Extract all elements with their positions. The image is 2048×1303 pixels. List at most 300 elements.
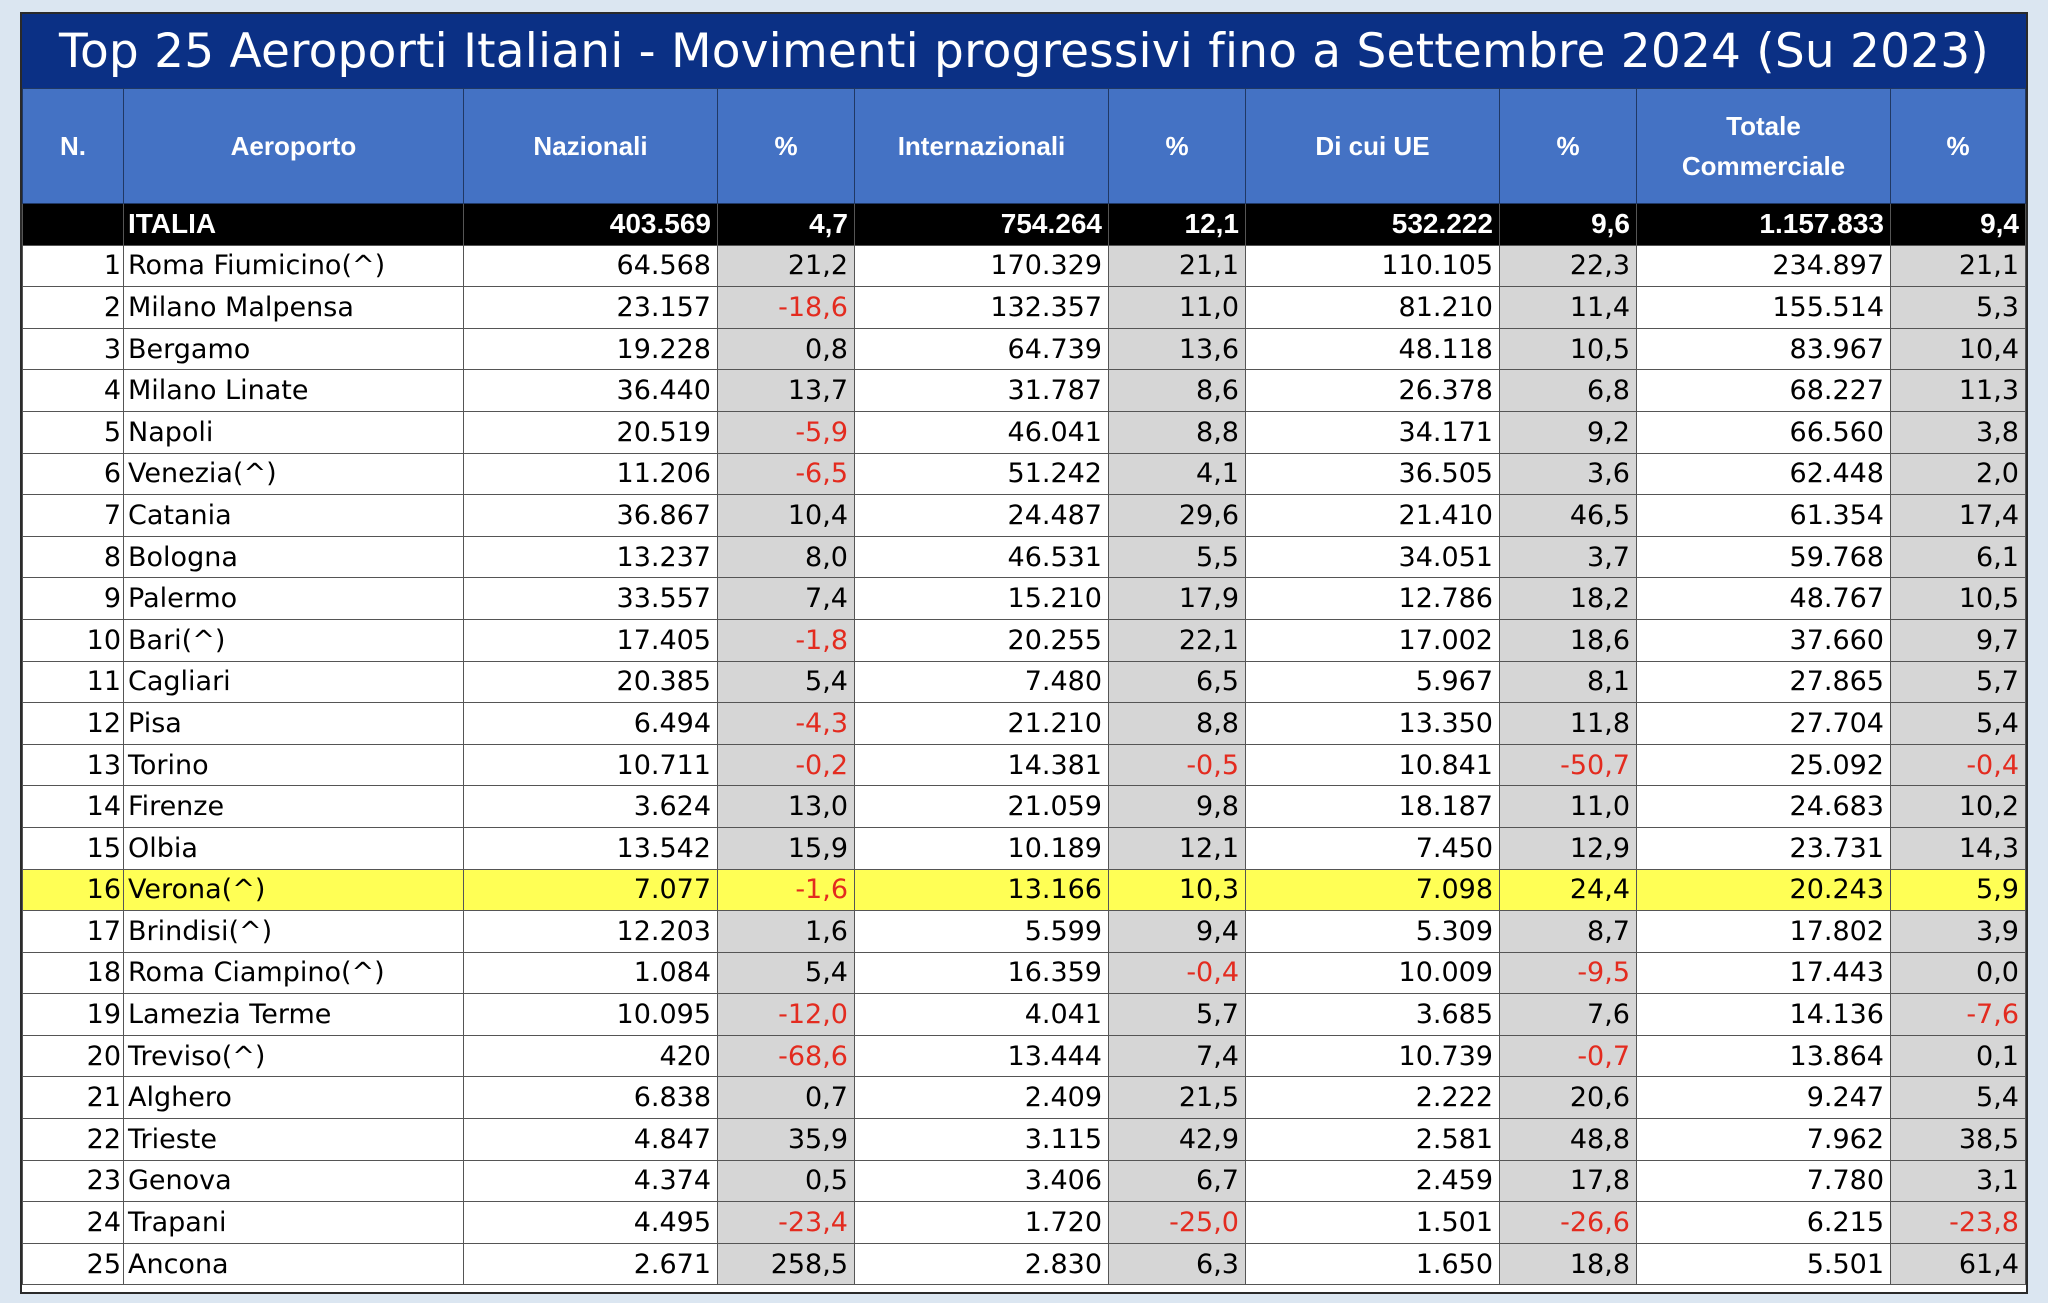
cell-nazionali: 10.711 xyxy=(464,744,718,786)
cell-internazionali: 15.210 xyxy=(855,578,1109,620)
cell-ue-pct: 11,4 xyxy=(1500,287,1637,329)
cell-nazionali: 420 xyxy=(464,1035,718,1077)
cell-airport: Olbia xyxy=(124,827,464,869)
total-totale: 1.157.833 xyxy=(1637,204,1891,246)
table-row xyxy=(23,370,2026,412)
cell-internazionali: 2.830 xyxy=(855,1243,1109,1285)
cell-nazionali-pct: -23,4 xyxy=(718,1202,855,1244)
cell-ue: 7.450 xyxy=(1246,827,1500,869)
table-row xyxy=(23,619,2026,661)
cell-totale-pct: 3,1 xyxy=(1891,1160,2026,1202)
cell-airport: Lamezia Terme xyxy=(124,994,464,1036)
cell-rank: 23 xyxy=(23,1160,124,1202)
cell-internazionali-pct: 21,5 xyxy=(1109,1077,1246,1119)
cell-rank: 1 xyxy=(23,245,124,287)
cell-airport: Trieste xyxy=(124,1119,464,1161)
cell-airport: Verona(^) xyxy=(124,869,464,911)
cell-rank: 4 xyxy=(23,370,124,412)
cell-ue: 5.967 xyxy=(1246,661,1500,703)
cell-internazionali: 21.210 xyxy=(855,703,1109,745)
cell-totale-pct: 38,5 xyxy=(1891,1119,2026,1161)
cell-ue: 10.009 xyxy=(1246,952,1500,994)
cell-nazionali: 4.847 xyxy=(464,1119,718,1161)
total-ue: 532.222 xyxy=(1246,204,1500,246)
cell-totale: 13.864 xyxy=(1637,1035,1891,1077)
cell-nazionali: 20.519 xyxy=(464,411,718,453)
cell-rank: 16 xyxy=(23,869,124,911)
header-internazionali: Internazionali xyxy=(855,89,1109,204)
cell-totale-pct: -7,6 xyxy=(1891,994,2026,1036)
cell-airport: Bologna xyxy=(124,536,464,578)
table-row xyxy=(23,744,2026,786)
cell-internazionali: 20.255 xyxy=(855,619,1109,661)
cell-totale-pct: 17,4 xyxy=(1891,495,2026,537)
cell-rank: 22 xyxy=(23,1119,124,1161)
cell-ue: 7.098 xyxy=(1246,869,1500,911)
cell-airport: Milano Linate xyxy=(124,370,464,412)
cell-totale: 62.448 xyxy=(1637,453,1891,495)
cell-totale-pct: 5,9 xyxy=(1891,869,2026,911)
cell-ue: 2.222 xyxy=(1246,1077,1500,1119)
cell-ue: 1.501 xyxy=(1246,1202,1500,1244)
cell-ue: 2.459 xyxy=(1246,1160,1500,1202)
cell-nazionali-pct: 21,2 xyxy=(718,245,855,287)
total-row xyxy=(23,204,2026,246)
cell-rank: 2 xyxy=(23,287,124,329)
table-row xyxy=(23,328,2026,370)
table-row xyxy=(23,1202,2026,1244)
cell-airport: Brindisi(^) xyxy=(124,911,464,953)
cell-rank: 18 xyxy=(23,952,124,994)
cell-nazionali: 6.494 xyxy=(464,703,718,745)
cell-totale-pct: 10,5 xyxy=(1891,578,2026,620)
cell-totale: 155.514 xyxy=(1637,287,1891,329)
cell-airport: Roma Fiumicino(^) xyxy=(124,245,464,287)
cell-ue-pct: 7,6 xyxy=(1500,994,1637,1036)
cell-nazionali: 1.084 xyxy=(464,952,718,994)
cell-totale: 20.243 xyxy=(1637,869,1891,911)
cell-airport: Venezia(^) xyxy=(124,453,464,495)
cell-internazionali: 31.787 xyxy=(855,370,1109,412)
cell-totale: 83.967 xyxy=(1637,328,1891,370)
cell-ue-pct: 12,9 xyxy=(1500,827,1637,869)
cell-internazionali-pct: 9,8 xyxy=(1109,786,1246,828)
cell-totale-pct: 10,4 xyxy=(1891,328,2026,370)
cell-internazionali: 132.357 xyxy=(855,287,1109,329)
table-row xyxy=(23,536,2026,578)
cell-internazionali: 14.381 xyxy=(855,744,1109,786)
cell-ue-pct: 18,2 xyxy=(1500,578,1637,620)
cell-rank: 6 xyxy=(23,453,124,495)
cell-rank: 5 xyxy=(23,411,124,453)
cell-internazionali-pct: 7,4 xyxy=(1109,1035,1246,1077)
cell-nazionali: 4.495 xyxy=(464,1202,718,1244)
cell-totale: 66.560 xyxy=(1637,411,1891,453)
cell-totale: 37.660 xyxy=(1637,619,1891,661)
cell-airport: Bergamo xyxy=(124,328,464,370)
cell-ue: 12.786 xyxy=(1246,578,1500,620)
cell-internazionali: 2.409 xyxy=(855,1077,1109,1119)
cell-internazionali-pct: 5,7 xyxy=(1109,994,1246,1036)
cell-airport: Catania xyxy=(124,495,464,537)
cell-internazionali: 64.739 xyxy=(855,328,1109,370)
cell-totale-pct: 5,4 xyxy=(1891,703,2026,745)
cell-airport: Treviso(^) xyxy=(124,1035,464,1077)
cell-ue: 48.118 xyxy=(1246,328,1500,370)
cell-totale-pct: 6,1 xyxy=(1891,536,2026,578)
cell-internazionali-pct: 29,6 xyxy=(1109,495,1246,537)
cell-totale: 48.767 xyxy=(1637,578,1891,620)
cell-internazionali-pct: -25,0 xyxy=(1109,1202,1246,1244)
cell-internazionali: 24.487 xyxy=(855,495,1109,537)
cell-nazionali-pct: 13,7 xyxy=(718,370,855,412)
cell-totale: 61.354 xyxy=(1637,495,1891,537)
cell-nazionali-pct: -6,5 xyxy=(718,453,855,495)
header-totale-pct: % xyxy=(1891,89,2026,204)
cell-nazionali: 36.867 xyxy=(464,495,718,537)
cell-ue: 10.841 xyxy=(1246,744,1500,786)
cell-rank: 14 xyxy=(23,786,124,828)
cell-ue-pct: -0,7 xyxy=(1500,1035,1637,1077)
cell-nazionali-pct: -12,0 xyxy=(718,994,855,1036)
cell-airport: Cagliari xyxy=(124,661,464,703)
cell-nazionali: 19.228 xyxy=(464,328,718,370)
cell-airport: Bari(^) xyxy=(124,619,464,661)
cell-internazionali-pct: 6,7 xyxy=(1109,1160,1246,1202)
cell-internazionali-pct: -0,5 xyxy=(1109,744,1246,786)
cell-rank: 15 xyxy=(23,827,124,869)
cell-ue-pct: 17,8 xyxy=(1500,1160,1637,1202)
cell-nazionali: 11.206 xyxy=(464,453,718,495)
cell-internazionali-pct: 13,6 xyxy=(1109,328,1246,370)
cell-ue: 2.581 xyxy=(1246,1119,1500,1161)
header-rank: N. xyxy=(23,89,124,204)
cell-ue-pct: 10,5 xyxy=(1500,328,1637,370)
table-title: Top 25 Aeroporti Italiani - Movimenti progressivi fino a Settembre 2024 (Su 2023) xyxy=(22,14,2026,88)
header-row xyxy=(23,89,2026,204)
cell-internazionali-pct: 6,3 xyxy=(1109,1243,1246,1285)
cell-ue-pct: 6,8 xyxy=(1500,370,1637,412)
cell-nazionali-pct: 5,4 xyxy=(718,952,855,994)
cell-nazionali: 64.568 xyxy=(464,245,718,287)
cell-internazionali: 7.480 xyxy=(855,661,1109,703)
cell-ue-pct: 22,3 xyxy=(1500,245,1637,287)
cell-airport: Ancona xyxy=(124,1243,464,1285)
cell-airport: Alghero xyxy=(124,1077,464,1119)
table-row xyxy=(23,1243,2026,1285)
header-nazionali-pct: % xyxy=(718,89,855,204)
cell-ue-pct: -50,7 xyxy=(1500,744,1637,786)
cell-rank: 3 xyxy=(23,328,124,370)
airports-table xyxy=(22,88,2026,1285)
cell-internazionali-pct: 12,1 xyxy=(1109,827,1246,869)
cell-rank: 13 xyxy=(23,744,124,786)
cell-nazionali: 13.237 xyxy=(464,536,718,578)
cell-internazionali-pct: 4,1 xyxy=(1109,453,1246,495)
cell-ue-pct: 48,8 xyxy=(1500,1119,1637,1161)
header-ue: Di cui UE xyxy=(1246,89,1500,204)
cell-ue-pct: 11,0 xyxy=(1500,786,1637,828)
cell-internazionali: 3.406 xyxy=(855,1160,1109,1202)
cell-rank: 7 xyxy=(23,495,124,537)
cell-nazionali-pct: 35,9 xyxy=(718,1119,855,1161)
cell-ue: 81.210 xyxy=(1246,287,1500,329)
cell-airport: Roma Ciampino(^) xyxy=(124,952,464,994)
cell-rank: 11 xyxy=(23,661,124,703)
cell-internazionali-pct: 5,5 xyxy=(1109,536,1246,578)
cell-totale-pct: 3,9 xyxy=(1891,911,2026,953)
cell-internazionali: 46.531 xyxy=(855,536,1109,578)
cell-airport: Genova xyxy=(124,1160,464,1202)
table-row xyxy=(23,661,2026,703)
table-row xyxy=(23,453,2026,495)
cell-airport: Trapani xyxy=(124,1202,464,1244)
table-row xyxy=(23,287,2026,329)
cell-internazionali-pct: -0,4 xyxy=(1109,952,1246,994)
header-internazionali-pct: % xyxy=(1109,89,1246,204)
cell-internazionali-pct: 17,9 xyxy=(1109,578,1246,620)
cell-totale-pct: 3,8 xyxy=(1891,411,2026,453)
table-row xyxy=(23,911,2026,953)
cell-totale: 24.683 xyxy=(1637,786,1891,828)
cell-totale-pct: 21,1 xyxy=(1891,245,2026,287)
cell-airport: Palermo xyxy=(124,578,464,620)
cell-rank: 24 xyxy=(23,1202,124,1244)
cell-totale-pct: 5,3 xyxy=(1891,287,2026,329)
total-totale-pct: 9,4 xyxy=(1891,204,2026,246)
cell-airport: Firenze xyxy=(124,786,464,828)
cell-nazionali-pct: 7,4 xyxy=(718,578,855,620)
table-row xyxy=(23,703,2026,745)
cell-nazionali-pct: 10,4 xyxy=(718,495,855,537)
cell-nazionali-pct: -68,6 xyxy=(718,1035,855,1077)
cell-rank: 8 xyxy=(23,536,124,578)
cell-nazionali: 36.440 xyxy=(464,370,718,412)
cell-internazionali: 4.041 xyxy=(855,994,1109,1036)
table-row xyxy=(23,994,2026,1036)
cell-internazionali: 10.189 xyxy=(855,827,1109,869)
cell-ue-pct: -9,5 xyxy=(1500,952,1637,994)
cell-ue-pct: 46,5 xyxy=(1500,495,1637,537)
cell-totale-pct: 0,0 xyxy=(1891,952,2026,994)
cell-rank: 21 xyxy=(23,1077,124,1119)
cell-nazionali-pct: -4,3 xyxy=(718,703,855,745)
cell-internazionali-pct: 21,1 xyxy=(1109,245,1246,287)
cell-ue-pct: -26,6 xyxy=(1500,1202,1637,1244)
cell-totale: 68.227 xyxy=(1637,370,1891,412)
cell-nazionali-pct: 0,7 xyxy=(718,1077,855,1119)
cell-internazionali-pct: 8,8 xyxy=(1109,411,1246,453)
cell-internazionali: 13.166 xyxy=(855,869,1109,911)
cell-nazionali-pct: -1,8 xyxy=(718,619,855,661)
cell-totale: 17.443 xyxy=(1637,952,1891,994)
cell-airport: Milano Malpensa xyxy=(124,287,464,329)
cell-ue: 18.187 xyxy=(1246,786,1500,828)
cell-nazionali: 2.671 xyxy=(464,1243,718,1285)
table-row xyxy=(23,1160,2026,1202)
table-row xyxy=(23,578,2026,620)
cell-internazionali-pct: 9,4 xyxy=(1109,911,1246,953)
cell-totale: 17.802 xyxy=(1637,911,1891,953)
cell-ue-pct: 20,6 xyxy=(1500,1077,1637,1119)
cell-ue-pct: 3,7 xyxy=(1500,536,1637,578)
table-row xyxy=(23,786,2026,828)
cell-internazionali: 21.059 xyxy=(855,786,1109,828)
cell-totale: 27.865 xyxy=(1637,661,1891,703)
cell-nazionali: 7.077 xyxy=(464,869,718,911)
cell-nazionali: 4.374 xyxy=(464,1160,718,1202)
cell-ue-pct: 24,4 xyxy=(1500,869,1637,911)
cell-nazionali-pct: 258,5 xyxy=(718,1243,855,1285)
cell-ue-pct: 8,7 xyxy=(1500,911,1637,953)
cell-totale: 7.780 xyxy=(1637,1160,1891,1202)
cell-nazionali-pct: 0,5 xyxy=(718,1160,855,1202)
cell-internazionali-pct: 8,6 xyxy=(1109,370,1246,412)
cell-nazionali-pct: 13,0 xyxy=(718,786,855,828)
cell-nazionali-pct: 8,0 xyxy=(718,536,855,578)
cell-internazionali-pct: 10,3 xyxy=(1109,869,1246,911)
total-internazionali: 754.264 xyxy=(855,204,1109,246)
cell-nazionali: 20.385 xyxy=(464,661,718,703)
cell-ue: 3.685 xyxy=(1246,994,1500,1036)
cell-ue: 36.505 xyxy=(1246,453,1500,495)
cell-totale-pct: 14,3 xyxy=(1891,827,2026,869)
cell-nazionali: 17.405 xyxy=(464,619,718,661)
cell-ue: 13.350 xyxy=(1246,703,1500,745)
cell-ue-pct: 18,8 xyxy=(1500,1243,1637,1285)
cell-rank: 17 xyxy=(23,911,124,953)
cell-rank: 25 xyxy=(23,1243,124,1285)
cell-totale-pct: -23,8 xyxy=(1891,1202,2026,1244)
header-ue-pct: % xyxy=(1500,89,1637,204)
table-row xyxy=(23,952,2026,994)
cell-ue-pct: 18,6 xyxy=(1500,619,1637,661)
cell-internazionali: 170.329 xyxy=(855,245,1109,287)
total-rank xyxy=(23,204,124,246)
cell-totale: 25.092 xyxy=(1637,744,1891,786)
cell-nazionali-pct: -0,2 xyxy=(718,744,855,786)
cell-internazionali: 1.720 xyxy=(855,1202,1109,1244)
cell-ue: 21.410 xyxy=(1246,495,1500,537)
cell-internazionali-pct: 11,0 xyxy=(1109,287,1246,329)
cell-totale: 6.215 xyxy=(1637,1202,1891,1244)
cell-totale: 59.768 xyxy=(1637,536,1891,578)
cell-totale: 9.247 xyxy=(1637,1077,1891,1119)
cell-ue: 34.051 xyxy=(1246,536,1500,578)
total-ue-pct: 9,6 xyxy=(1500,204,1637,246)
cell-internazionali-pct: 6,5 xyxy=(1109,661,1246,703)
cell-ue: 34.171 xyxy=(1246,411,1500,453)
cell-nazionali: 6.838 xyxy=(464,1077,718,1119)
cell-internazionali: 3.115 xyxy=(855,1119,1109,1161)
cell-totale: 14.136 xyxy=(1637,994,1891,1036)
cell-nazionali: 3.624 xyxy=(464,786,718,828)
cell-internazionali: 13.444 xyxy=(855,1035,1109,1077)
cell-nazionali-pct: -18,6 xyxy=(718,287,855,329)
cell-ue-pct: 9,2 xyxy=(1500,411,1637,453)
cell-nazionali: 12.203 xyxy=(464,911,718,953)
cell-rank: 10 xyxy=(23,619,124,661)
cell-ue: 26.378 xyxy=(1246,370,1500,412)
cell-ue: 110.105 xyxy=(1246,245,1500,287)
header-nazionali: Nazionali xyxy=(464,89,718,204)
cell-ue-pct: 8,1 xyxy=(1500,661,1637,703)
total-nazionali-pct: 4,7 xyxy=(718,204,855,246)
cell-totale-pct: 5,7 xyxy=(1891,661,2026,703)
cell-nazionali-pct: 15,9 xyxy=(718,827,855,869)
cell-ue-pct: 11,8 xyxy=(1500,703,1637,745)
header-airport: Aeroporto xyxy=(124,89,464,204)
cell-totale-pct: -0,4 xyxy=(1891,744,2026,786)
cell-totale-pct: 11,3 xyxy=(1891,370,2026,412)
table-row xyxy=(23,1077,2026,1119)
table-row xyxy=(23,495,2026,537)
cell-totale: 23.731 xyxy=(1637,827,1891,869)
cell-nazionali: 23.157 xyxy=(464,287,718,329)
header-totale: Totale Commerciale xyxy=(1637,89,1891,204)
cell-totale-pct: 2,0 xyxy=(1891,453,2026,495)
cell-airport: Napoli xyxy=(124,411,464,453)
table-row xyxy=(23,1119,2026,1161)
cell-rank: 19 xyxy=(23,994,124,1036)
cell-totale: 7.962 xyxy=(1637,1119,1891,1161)
cell-internazionali-pct: 22,1 xyxy=(1109,619,1246,661)
report-frame xyxy=(20,12,2028,1294)
total-internazionali-pct: 12,1 xyxy=(1109,204,1246,246)
cell-internazionali: 5.599 xyxy=(855,911,1109,953)
cell-ue: 17.002 xyxy=(1246,619,1500,661)
cell-nazionali: 13.542 xyxy=(464,827,718,869)
cell-ue: 10.739 xyxy=(1246,1035,1500,1077)
table-row xyxy=(23,245,2026,287)
cell-nazionali-pct: -5,9 xyxy=(718,411,855,453)
cell-rank: 12 xyxy=(23,703,124,745)
cell-ue: 1.650 xyxy=(1246,1243,1500,1285)
total-nazionali: 403.569 xyxy=(464,204,718,246)
cell-totale-pct: 10,2 xyxy=(1891,786,2026,828)
total-name: ITALIA xyxy=(124,204,464,246)
cell-rank: 20 xyxy=(23,1035,124,1077)
cell-totale: 5.501 xyxy=(1637,1243,1891,1285)
cell-airport: Pisa xyxy=(124,703,464,745)
table-row xyxy=(23,869,2026,911)
cell-totale-pct: 9,7 xyxy=(1891,619,2026,661)
cell-totale-pct: 0,1 xyxy=(1891,1035,2026,1077)
cell-ue: 5.309 xyxy=(1246,911,1500,953)
cell-totale: 234.897 xyxy=(1637,245,1891,287)
cell-nazionali-pct: 1,6 xyxy=(718,911,855,953)
cell-nazionali: 33.557 xyxy=(464,578,718,620)
cell-internazionali: 16.359 xyxy=(855,952,1109,994)
cell-internazionali: 51.242 xyxy=(855,453,1109,495)
cell-internazionali-pct: 8,8 xyxy=(1109,703,1246,745)
table-row xyxy=(23,411,2026,453)
cell-nazionali-pct: -1,6 xyxy=(718,869,855,911)
cell-ue-pct: 3,6 xyxy=(1500,453,1637,495)
cell-internazionali: 46.041 xyxy=(855,411,1109,453)
cell-nazionali-pct: 0,8 xyxy=(718,328,855,370)
cell-nazionali-pct: 5,4 xyxy=(718,661,855,703)
cell-nazionali: 10.095 xyxy=(464,994,718,1036)
cell-totale-pct: 5,4 xyxy=(1891,1077,2026,1119)
cell-rank: 9 xyxy=(23,578,124,620)
cell-totale-pct: 61,4 xyxy=(1891,1243,2026,1285)
cell-internazionali-pct: 42,9 xyxy=(1109,1119,1246,1161)
cell-totale: 27.704 xyxy=(1637,703,1891,745)
table-row xyxy=(23,827,2026,869)
cell-airport: Torino xyxy=(124,744,464,786)
table-row xyxy=(23,1035,2026,1077)
